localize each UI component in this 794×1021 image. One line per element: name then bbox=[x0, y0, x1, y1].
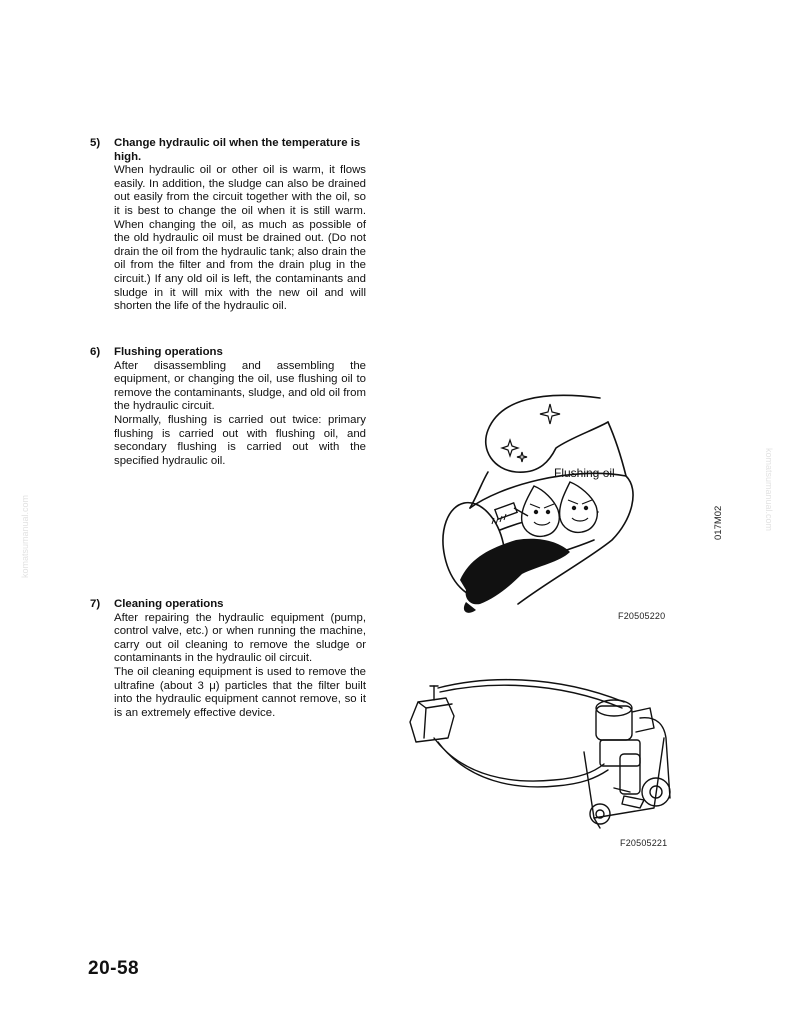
flushing-pipe-illustration bbox=[430, 390, 670, 630]
section-paragraph: After disassembling and assembling the equipment, or changing the oil, use flushing oil to remove the contaminants, sludge, and old oil from the hydraulic circuit. bbox=[114, 359, 366, 413]
section-heading bbox=[90, 346, 366, 360]
section-paragraph: When hydraulic oil or other oil is warm, it flows easily. In addition, the sludge can also be drained out easily from the circuit together with the oil, so it is best to change the oil when it is still warm. When changing the oil, as much as possible of the old hydraulic oil must be drained out. (Do not drain the oil from the hydraulic tank; also drain the oil from the filter and from the drain plug in the circuit.) If any old oil is left, the contaminants and sludge in it will mix with the new oil and will shorten the life of the hydraulic oil. bbox=[114, 164, 366, 313]
figure-code: F20505220 bbox=[618, 611, 666, 621]
section-cleaning-operations bbox=[90, 598, 366, 720]
section-heading bbox=[90, 137, 366, 164]
section-body bbox=[114, 360, 366, 469]
page-number: 20-58 bbox=[88, 958, 140, 979]
section-number: 5) bbox=[90, 137, 101, 149]
section-paragraph: Normally, flushing is carried out twice: primary flushing is carried out with flushing oil, and secondary flushing is carried out with the specified hydraulic oil. bbox=[114, 413, 366, 467]
section-title: Cleaning operations bbox=[114, 598, 224, 610]
figure-code: F20505221 bbox=[620, 838, 668, 848]
watermark-right: komatsumanual.com bbox=[764, 448, 774, 532]
section-number: 7) bbox=[90, 598, 101, 610]
section-number: 6) bbox=[90, 346, 101, 358]
section-paragraph: The oil cleaning equipment is used to remove the ultrafine (about 3 μ) particles that the filter built into the hydraulic equipment cannot remove, so it is an extremely effective device. bbox=[114, 665, 366, 719]
side-code: 017M02 bbox=[713, 505, 724, 540]
oil-cleaning-equipment-illustration bbox=[404, 668, 682, 836]
flushing-oil-label: Flushing oil bbox=[554, 466, 615, 480]
section-title: Flushing operations bbox=[114, 346, 223, 358]
section-change-hydraulic-oil bbox=[90, 137, 366, 314]
section-title: Change hydraulic oil when the temperature is high. bbox=[114, 137, 361, 163]
section-body bbox=[114, 164, 366, 314]
section-body bbox=[114, 612, 366, 721]
section-paragraph: After repairing the hydraulic equipment (pump, control valve, etc.) or when running the machine, carry out oil cleaning to remove the sludge or contaminants in the hydraulic oil circuit. bbox=[114, 611, 366, 665]
section-heading bbox=[90, 598, 366, 612]
watermark-left: komatsumanual.com bbox=[20, 494, 30, 578]
section-flushing-operations bbox=[90, 346, 366, 468]
